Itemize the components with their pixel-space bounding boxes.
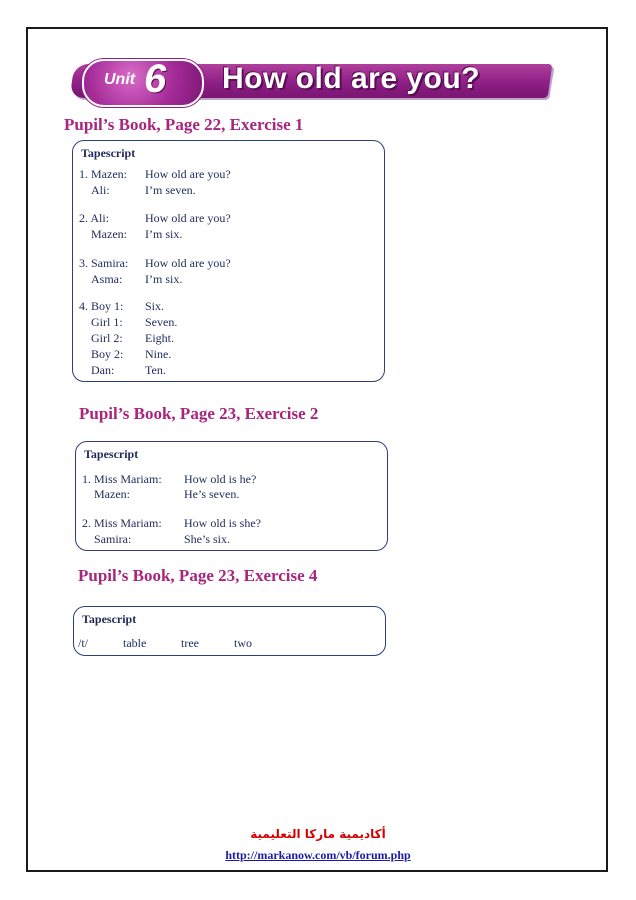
utterance: He’s seven. [184,487,240,501]
speaker: 2. Miss Mariam: [82,516,162,530]
unit-banner [64,59,552,103]
utterance: Seven. [145,315,178,329]
utterance: How old is she? [184,516,261,530]
utterance: I’m seven. [145,183,196,197]
speaker: Girl 1: [91,315,123,329]
footer-link[interactable]: http://markanow.com/vb/forum.php [225,848,411,862]
exercise-heading-1: Pupil’s Book, Page 22, Exercise 1 [64,115,304,134]
utterance: Six. [145,299,165,313]
tapescript-box-2 [75,441,388,551]
utterance: I’m six. [145,272,183,286]
utterance: Ten. [145,363,166,377]
unit-badge [82,59,204,107]
word: tree [181,636,199,650]
word: table [123,636,147,650]
unit-title: How old are you? [222,62,481,95]
utterance: How old is he? [184,472,257,486]
phoneme: /t/ [78,636,89,650]
speaker: 4. Boy 1: [79,299,124,313]
speaker: 2. Ali: [79,211,110,225]
speaker: Ali: [91,183,110,197]
speaker: Mazen: [91,227,127,241]
unit-number: 6 [144,57,167,101]
tapescript-title: Tapescript [84,447,139,461]
speaker: 1. Mazen: [79,167,127,181]
speaker: Boy 2: [91,347,124,361]
tapescript-title: Tapescript [82,612,137,626]
exercise-heading-2: Pupil’s Book, Page 23, Exercise 2 [79,404,319,423]
speaker: 3. Samira: [79,256,129,270]
speaker: 1. Miss Mariam: [82,472,162,486]
tapescript-box-1 [72,140,385,382]
utterance: Nine. [145,347,172,361]
tapescript-box-3 [73,606,386,656]
utterance: I’m six. [145,227,183,241]
utterance: How old are you? [145,211,231,225]
unit-word: Unit [104,71,136,88]
tapescript-title: Tapescript [81,146,136,160]
utterance: How old are you? [145,167,231,181]
speaker: Samira: [94,532,132,546]
speaker: Mazen: [94,487,130,501]
utterance: Eight. [145,331,174,345]
utterance: She’s six. [184,532,231,546]
speaker: Dan: [91,363,115,377]
word: two [234,636,252,650]
footer-arabic-text: أكاديمية ماركا التعليمية [250,827,386,841]
utterance: How old are you? [145,256,231,270]
speaker: Girl 2: [91,331,123,345]
speaker: Asma: [91,272,123,286]
exercise-heading-3: Pupil’s Book, Page 23, Exercise 4 [78,566,318,585]
